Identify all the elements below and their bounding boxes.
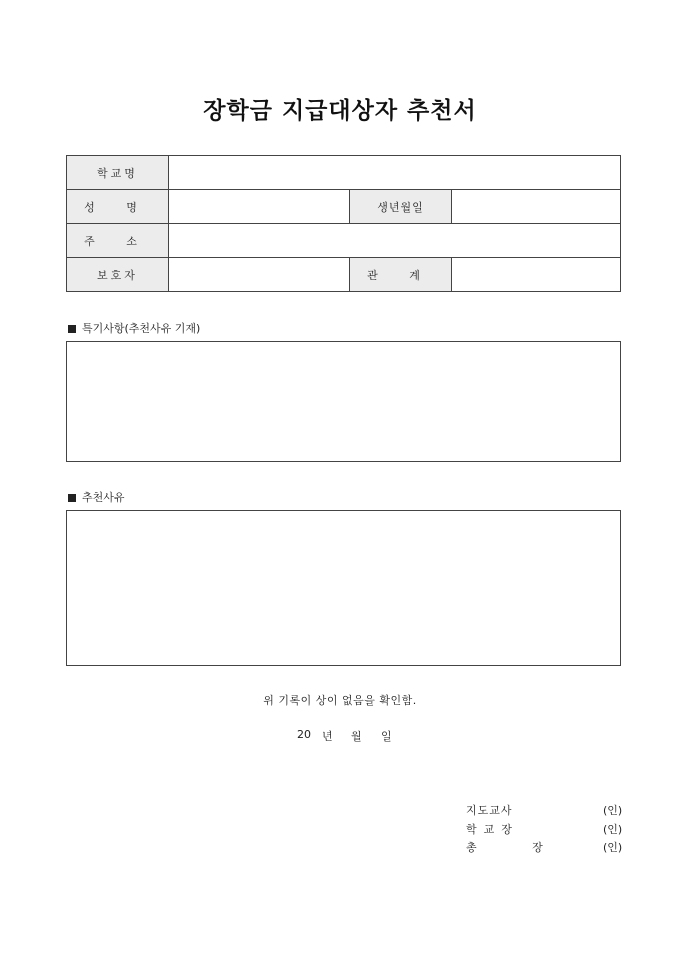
square-bullet-icon xyxy=(68,494,76,502)
name-row xyxy=(67,190,621,224)
date-year-unit: 년 xyxy=(322,730,333,743)
guardian-row xyxy=(67,258,621,292)
guardian-field[interactable] xyxy=(169,258,350,292)
date-month-unit: 월 xyxy=(351,730,362,743)
birth-label: 생년월일 xyxy=(350,190,452,224)
special-notes-heading xyxy=(68,320,200,336)
name-label: 성 명 xyxy=(67,190,169,224)
signature-role-president: 총 장 xyxy=(466,841,569,854)
address-row xyxy=(67,224,621,258)
special-notes-label: 특기사항(추천사유 기재) xyxy=(82,322,201,335)
school-row xyxy=(67,156,621,190)
special-notes-box[interactable] xyxy=(66,341,621,462)
date-day-unit: 일 xyxy=(381,730,392,743)
signature-seal-advisor: (인) xyxy=(603,804,623,817)
relation-label: 관 계 xyxy=(350,258,452,292)
square-bullet-icon xyxy=(68,325,76,333)
school-field[interactable] xyxy=(169,156,621,190)
address-label: 주 소 xyxy=(67,224,169,258)
signature-seal-principal: (인) xyxy=(603,823,623,836)
address-field[interactable] xyxy=(169,224,621,258)
reason-heading xyxy=(68,489,125,505)
birth-field[interactable] xyxy=(452,190,621,224)
student-info-table xyxy=(66,155,621,292)
confirm-statement: 위 기록이 상이 없음을 확인함. xyxy=(263,694,417,707)
guardian-label: 보호자 xyxy=(67,258,169,292)
name-field[interactable] xyxy=(169,190,350,224)
reason-label: 추천사유 xyxy=(82,491,125,504)
school-label: 학교명 xyxy=(67,156,169,190)
date-year: 20 xyxy=(297,728,311,741)
signature-role-advisor: 지도교사 xyxy=(466,804,513,817)
reason-box[interactable] xyxy=(66,510,621,666)
signature-seal-president: (인) xyxy=(603,841,623,854)
signature-role-principal: 학교장 xyxy=(466,823,519,836)
relation-field[interactable] xyxy=(452,258,621,292)
page-title: 장학금 지급대상자 추천서 xyxy=(203,98,477,124)
